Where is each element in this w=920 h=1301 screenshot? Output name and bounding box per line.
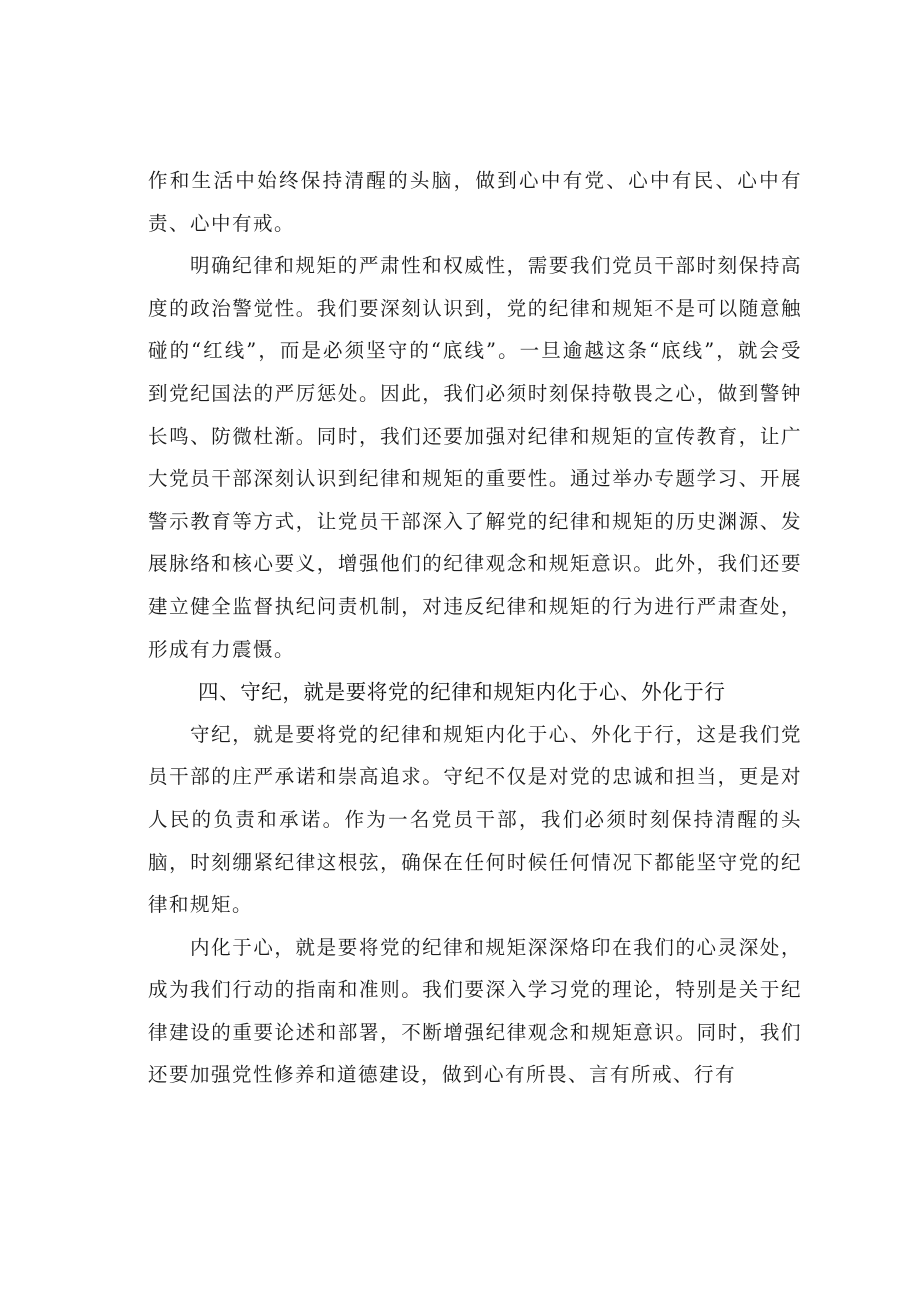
paragraph-internalize: 内化于心，就是要将党的纪律和规矩深深烙印在我们的心灵深处，成为我们行动的指南和准则。我们要深入学习党的理论，特别是关于纪律建设的重要论述和部署，不断增强纪律观念和规矩意识。同时，我们还要加强党性修养和道德建设，做到心有所畏、言有所戒、行有 (148, 935, 802, 1087)
paragraph-discipline-authority: 明确纪律和规矩的严肃性和权威性，需要我们党员干部时刻保持高度的政治警觉性。我们要深刻认识到，党的纪律和规矩不是可以随意触碰的“红线”，而是必须坚守的“底线”。一旦逾越这条“底线”，就会受到党纪国法的严厉惩处。因此，我们必须时刻保持敬畏之心，做到警钟长鸣、防微杜渐。同时，我们还要加强对纪律和规矩的宣传教育，让广大党员干部深刻认识到纪律和规矩的重要性。通过举办专题学习、开展警示教育等方式，让党员干部深入了解党的纪律和规矩的历史渊源、发展脉络和核心要义，增强他们的纪律观念和规矩意识。此外，我们还要建立健全监督执纪问责机制，对违反纪律和规矩的行为进行严肃查处，形成有力震慑。 (148, 254, 802, 661)
section-heading-four: 四、守纪，就是要将党的纪律和规矩内化于心、外化于行 (198, 680, 726, 705)
paragraph-continuation: 作和生活中始终保持清醒的头脑，做到心中有党、心中有民、心中有责、心中有戒。 (148, 169, 802, 235)
document-body (148, 160, 802, 1097)
paragraph-observe-discipline: 守纪，就是要将党的纪律和规矩内化于心、外化于行，这是我们党员干部的庄严承诺和崇高追求。守纪不仅是对党的忠诚和担当，更是对人民的负责和承诺。作为一名党员干部，我们必须时刻保持清醒的头脑，时刻绷紧纪律这根弦，确保在任何时候任何情况下都能坚守党的纪律和规矩。 (148, 722, 802, 917)
